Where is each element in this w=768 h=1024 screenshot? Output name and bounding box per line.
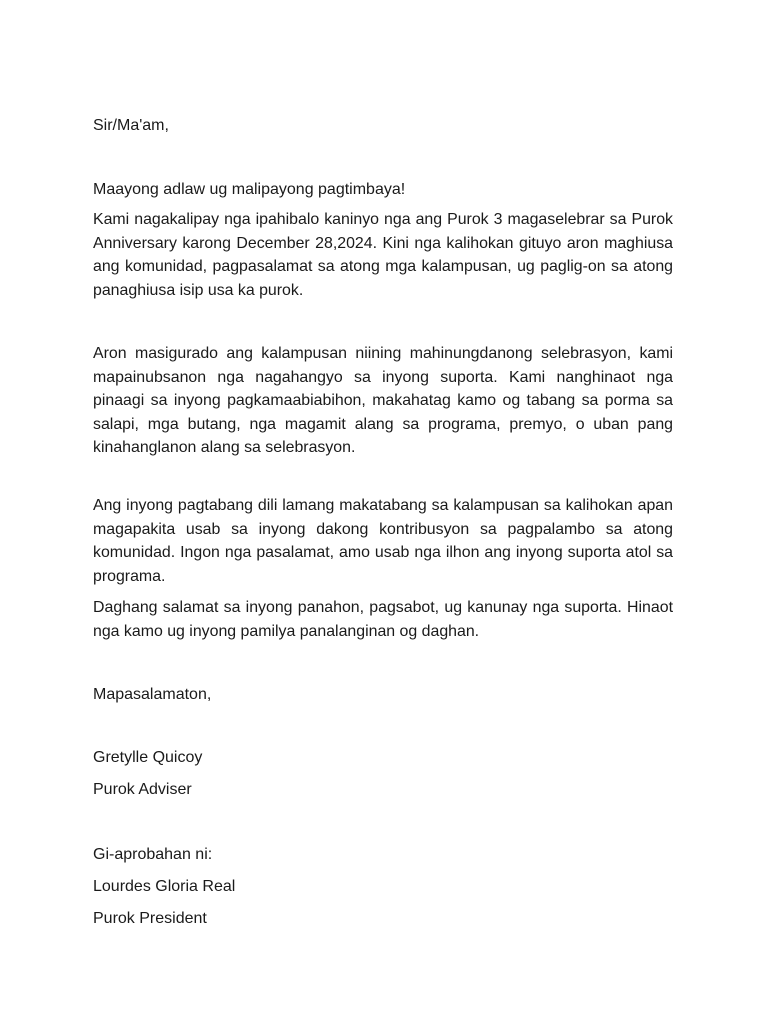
greeting: Maayong adlaw ug malipayong pagtimbaya! [93,181,406,198]
paragraph-3: Ang inyong pagtabang dili lamang makatabang sa kalampusan sa kalihokan apan magapakita usab sa inyong dakong kontribusyon sa pagpalambo sa atong komunidad. Ingon nga pasalamat, amo usab nga ilhon ang inyong suporta atol sa programa. [93,497,673,585]
approval-label: Gi-aprobahan ni: [93,846,213,863]
sender-name: Gretylle Quicoy [93,749,203,766]
sender-title: Purok Adviser [93,781,192,798]
paragraph-2: Aron masigurado ang kalampusan niining mahinungdanong selebrasyon, kami mapainubsanon nga nagahangyo sa inyong suporta. Kami nanghinaot nga pinaagi sa inyong pagkamaabiabihon, makahatag kamo og tabang sa porma sa salapi, mga butang, nga magamit alang sa programa, premyo, o uban pang kinahanglanon alang sa selebrasyon. [93,345,673,456]
paragraph-4: Daghang salamat sa inyong panahon, pagsabot, ug kanunay nga suporta. Hinaot nga kamo ug inyong pamilya panalanginan og daghan. [93,599,673,640]
paragraph-1: Kami nagakalipay nga ipahibalo kaninyo nga ang Purok 3 magaselebrar sa Purok Anniversary karong December 28,2024. Kini nga kalihokan gituyo aron maghiusa ang komunidad, pagpasalamat sa atong mga kalampusan, ug paglig-on sa atong panaghiusa isip usa ka purok. [93,211,673,299]
salutation: Sir/Ma'am, [93,117,169,134]
approver-title: Purok President [93,910,207,927]
approver-name: Lourdes Gloria Real [93,878,236,895]
closing: Mapasalamaton, [93,686,212,703]
